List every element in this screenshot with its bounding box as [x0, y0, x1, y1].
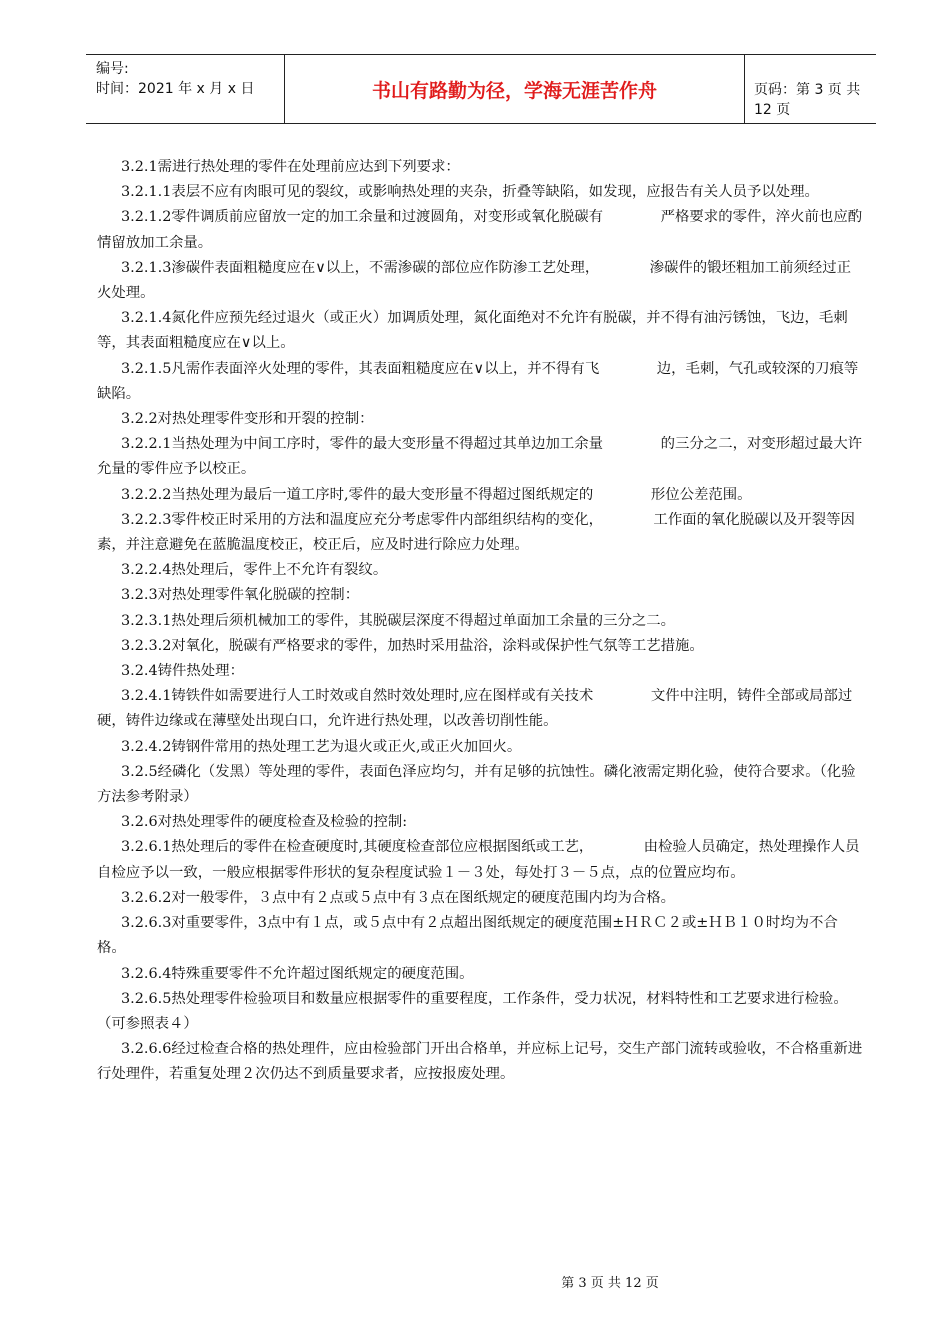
- header-motto: 书山有路勤为径，学海无涯苦作舟: [371, 79, 657, 102]
- document-body: [97, 155, 865, 1088]
- paragraph: 3.2.3.2对氧化，脱碳有严格要求的零件，加热时采用盐浴，涂料或保护性气氛等工艺措施。: [121, 637, 704, 654]
- paragraph: 3.2.4.2铸钢件常用的热处理工艺为退火或正火,或正火加回火。: [121, 738, 522, 755]
- paragraph: 3.2.6.6经过检查合格的热处理件，应由检验部门开出合格单，并应标上记号，交生产部门流转或验收，不合格重新进行处理件，若重复处理２次仍达不到质量要求者，应按报废处理。: [97, 1041, 863, 1083]
- paragraph: 3.2.6.4特殊重要零件不允许超过图纸规定的硬度范围。: [121, 965, 474, 982]
- paragraph: 3.2.5经磷化（发黑）等处理的零件，表面色泽应均匀，并有足够的抗蚀性。磷化液需定期化验，使符合要求。（化验方法参考附录）: [97, 763, 856, 806]
- paragraph: 3.2.6.5热处理零件检验项目和数量应根据零件的重要程度，工作条件，受力状况，材料特性和工艺要求进行检验。（可参照表４）: [97, 990, 848, 1032]
- paragraph: 3.2.4铸件热处理：: [121, 663, 244, 680]
- paragraph: 3.2.6.2对一般零件，３点中有２点或５点中有３点在图纸规定的硬度范围内均为合格。: [121, 889, 676, 906]
- paragraph: 3.2.1.1表层不应有肉眼可见的裂纹，或影响热处理的夹杂，折叠等缺陷，如发现，应报告有关人员予以处理。: [121, 184, 819, 201]
- header-left-block: [96, 59, 286, 99]
- page-header: [86, 54, 876, 124]
- paragraph: 3.2.1.5凡需作表面淬火处理的零件，其表面粗糙度应在∨以上，并不得有飞 边，毛刺，气孔或较深的刀痕等缺陷。: [97, 360, 859, 402]
- paragraph: 3.2.2.2当热处理为最后一道工序时,零件的最大变形量不得超过图纸规定的 形位公差范围。: [121, 486, 752, 503]
- paragraph: 3.2.3对热处理零件氧化脱碳的控制：: [121, 587, 360, 604]
- paragraph: 3.2.4.1铸铁件如需要进行人工时效或自然时效处理时,应在图样或有关技术 文件中注明，铸件全部或局部过硬，铸件边缘或在薄壁处出现白口，允许进行热处理，以改善切削性能。: [97, 688, 853, 730]
- paragraph: 3.2.1.3渗碳件表面粗糙度应在∨以上，不需渗碳的部位应作防渗工艺处理， 渗碳件的锻坯粗加工前须经过正火处理。: [97, 259, 852, 302]
- header-page-label: 页码：第 3 页 共 12 页: [754, 82, 861, 118]
- paragraph: 3.2.1需进行热处理的零件在处理前应达到下列要求：: [121, 159, 460, 175]
- document-time-label: 时间：2021 年 x 月 x 日: [96, 81, 255, 97]
- document-number-label: 编号:: [96, 61, 129, 77]
- paragraph: 3.2.1.2零件调质前应留放一定的加工余量和过渡圆角，对变形或氧化脱碳有 严格要求的零件，淬火前也应酌情留放加工余量。: [97, 209, 863, 251]
- header-divider: [744, 55, 745, 123]
- paragraph: 3.2.6对热处理零件的硬度检查及检验的控制:: [121, 814, 408, 831]
- paragraph: 3.2.2.3零件校正时采用的方法和温度应充分考虑零件内部组织结构的变化， 工作面的氧化脱碳以及开裂等因素，并注意避免在蓝脆温度校正，校正后，应及时进行除应力处理。: [97, 511, 855, 554]
- paragraph: 3.2.6.3对重要零件，3点中有１点，或５点中有２点超出图纸规定的硬度范围±ＨＲＣ２或±ＨＢ１０时均为不合格。: [97, 915, 838, 957]
- paragraph: 3.2.2.4热处理后，零件上不允许有裂纹。: [121, 562, 388, 579]
- paragraph: 3.2.2.1当热处理为中间工序时，零件的最大变形量不得超过其单边加工余量 的三分之二，对变形超过最大许允量的零件应予以校正。: [97, 436, 863, 478]
- paragraph: 3.2.3.1热处理后须机械加工的零件，其脱碳层深度不得超过单面加工余量的三分之二。: [121, 612, 676, 629]
- paragraph: 3.2.2对热处理零件变形和开裂的控制：: [121, 411, 374, 428]
- page-footer: 第 3 页 共 12 页: [561, 1276, 659, 1291]
- paragraph: 3.2.1.4氮化件应预先经过退火（或正火）加调质处理，氮化面绝对不允许有脱碳，并不得有油污锈蚀，飞边，毛刺等，其表面粗糙度应在∨以上。: [97, 310, 848, 352]
- paragraph: 3.2.6.1热处理后的零件在检查硬度时,其硬度检查部位应根据图纸或工艺， 由检验人员确定，热处理操作人员自检应予以一致，一般应根据零件形状的复杂程度试验１－３处，每处打３－５点，点的位置应均布。: [97, 839, 860, 881]
